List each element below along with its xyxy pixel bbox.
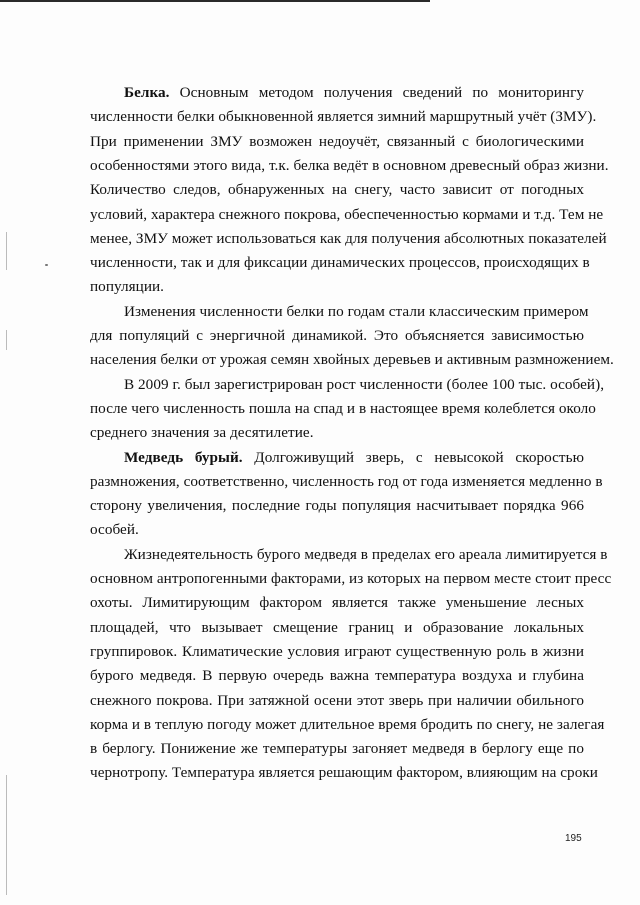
text-line bbox=[90, 254, 590, 272]
line-text: сторону увеличения, последние годы популяция насчитывает порядка 966 bbox=[90, 497, 584, 515]
scan-edge-mark bbox=[6, 330, 7, 350]
line-text: популяции. bbox=[90, 278, 165, 296]
line-text: особей. bbox=[90, 521, 139, 539]
scan-edge-mark bbox=[6, 775, 7, 895]
bold-heading: Медведь бурый. bbox=[124, 448, 243, 466]
text-line bbox=[90, 740, 584, 758]
text-line bbox=[90, 594, 584, 612]
text-line bbox=[90, 278, 584, 296]
text-line bbox=[124, 449, 584, 467]
line-text: снежного покрова. При затяжной осени этот зверь при наличии обильного bbox=[90, 691, 584, 709]
line-text: бурого медведя. В первую очередь важна температура воздуха и глубина bbox=[90, 667, 584, 685]
line-text: Жизнедеятельность бурого медведя в пределах его ареала лимитируется в bbox=[124, 545, 608, 563]
text-line bbox=[124, 545, 608, 564]
text-line bbox=[124, 84, 584, 102]
page-number: 195 bbox=[565, 833, 582, 844]
line-text: Долгоживущий зверь, с невысокой скоростью bbox=[242, 448, 584, 466]
line-text: в берлогу. Понижение же температуры загоняет медведя в берлогу еще по bbox=[90, 740, 584, 758]
bold-heading: Белка. bbox=[124, 84, 170, 101]
text-line bbox=[90, 570, 612, 588]
line-text: корма и в теплую погоду может длительное время бродить по снегу, не залегая bbox=[90, 715, 605, 733]
line-text: среднего значения за десятилетие. bbox=[90, 424, 314, 442]
line-text: численности, так и для фиксации динамических процессов, происходящих в bbox=[90, 254, 590, 272]
line-text: условий, характера снежного покрова, обеспеченностью кормами и т.д. Тем не bbox=[90, 205, 604, 223]
text-line bbox=[90, 643, 584, 661]
text-line bbox=[90, 764, 598, 782]
text-line bbox=[90, 399, 596, 418]
text-line bbox=[90, 205, 604, 224]
line-text: площадей, что вызывает смещение границ и образование локальных bbox=[90, 618, 584, 636]
line-text: особенностями этого вида, т.к. белка ведёт в основном древесный образ жизни. bbox=[90, 156, 609, 174]
line-text: для популяций с энергичной динамикой. Это объясняется зависимостью bbox=[90, 327, 584, 344]
line-text: численности белки обыкновенной является зимний маршрутный учёт (ЗМУ). bbox=[90, 108, 597, 126]
text-line bbox=[90, 521, 584, 539]
line-text: группировок. Климатические условия играют существенную роль в жизни bbox=[90, 642, 584, 660]
text-line bbox=[124, 302, 589, 321]
line-text: основном антропогенными факторами, из которых на первом месте стоит пресс bbox=[90, 570, 612, 587]
text-line bbox=[90, 108, 597, 126]
text-line bbox=[90, 715, 605, 734]
scan-edge-mark bbox=[6, 232, 7, 270]
text-line bbox=[90, 619, 584, 637]
line-text: менее, ЗМУ может использоваться как для получения абсолютных показателей bbox=[90, 229, 607, 247]
text-line bbox=[90, 351, 614, 369]
line-text: Основным методом получения сведений по мониторингу bbox=[169, 84, 584, 101]
text-line bbox=[90, 424, 584, 442]
line-text: размножения, соответственно, численность год от года изменяется медленно в bbox=[90, 472, 603, 490]
line-text: Количество следов, обнаруженных на снегу, часто зависит от погодных bbox=[90, 181, 584, 199]
line-text: населения белки от урожая семян хвойных деревьев и активным размножением. bbox=[90, 351, 614, 369]
line-text: При применении ЗМУ возможен недоучёт, связанный с биологическими bbox=[90, 132, 584, 150]
text-line bbox=[90, 692, 584, 710]
line-text: чернотропу. Температура является решающим фактором, влияющим на сроки bbox=[90, 764, 598, 782]
text-line bbox=[90, 497, 584, 515]
text-line bbox=[90, 667, 584, 685]
line-text: после чего численность пошла на спад и в настоящее время колеблется около bbox=[90, 399, 596, 417]
text-line bbox=[90, 229, 607, 248]
text-line bbox=[90, 327, 584, 345]
text-line bbox=[90, 156, 609, 175]
scan-speck bbox=[45, 264, 48, 266]
text-line bbox=[124, 375, 605, 394]
text-line bbox=[90, 181, 584, 199]
line-text: В 2009 г. был зарегистрирован рост численности (более 100 тыс. особей), bbox=[124, 375, 605, 393]
line-text: Изменения численности белки по годам стали классическим примером bbox=[124, 302, 589, 320]
top-rule bbox=[0, 0, 430, 2]
text-line bbox=[90, 472, 603, 491]
line-text: охоты. Лимитирующим фактором является также уменьшение лесных bbox=[90, 594, 584, 612]
text-line bbox=[90, 133, 584, 151]
